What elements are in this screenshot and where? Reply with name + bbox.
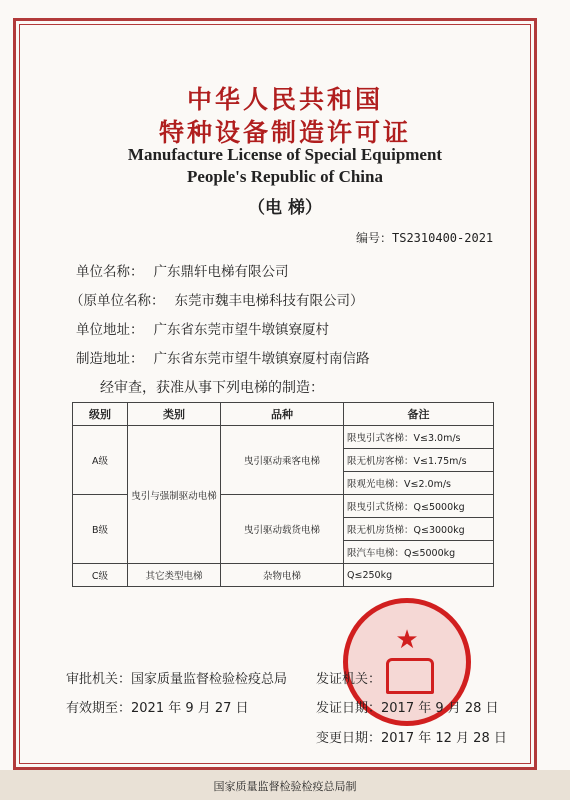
license-number: 编号：TS2310400-2021 — [356, 231, 494, 245]
mfg-address-row — [76, 347, 370, 367]
issuer-label: 发证机关： — [316, 672, 382, 687]
certificate-subtitle: （电 梯） — [248, 198, 322, 218]
variety-b-cell: 曳引驱动载货电梯 — [221, 495, 344, 564]
unit-address-row — [76, 318, 329, 338]
unit-address-label: 单位地址： — [76, 322, 144, 338]
table-header-row — [73, 403, 494, 426]
approval-row — [66, 668, 287, 687]
unit-name-row — [76, 260, 289, 280]
seal-star-icon: ★ — [395, 625, 419, 655]
issue-date-label: 发证日期： — [316, 701, 382, 716]
mfg-address-value: 广东省东莞市望牛墩镇寮厦村南信路 — [153, 351, 370, 367]
note-a2: 限无机房客梯：V≤1.75m/s — [344, 449, 494, 472]
title-cn-line2: 特种设备制造许可证 — [158, 118, 411, 147]
validity-row — [66, 697, 249, 716]
table-row — [73, 564, 494, 587]
former-name-value: 东莞市魏丰电梯科技有限公司） — [174, 293, 364, 309]
validity-label: 有效期至： — [66, 701, 132, 716]
seal-emblem — [386, 658, 434, 694]
title-en-line1: Manufacture License of Special Equipment — [127, 145, 443, 164]
scope-statement: 经审查，获准从事下列电梯的制造： — [100, 380, 324, 396]
variety-a-cell: 曳引驱动乘客电梯 — [221, 426, 344, 495]
category-ab-cell: 曳引与强制驱动电梯 — [128, 426, 221, 564]
approval-org: 国家质量监督检验检疫总局 — [131, 672, 288, 687]
unit-address-value: 广东省东莞市望牛墩镇寮厦村 — [153, 322, 329, 338]
validity-date: 2021 年 9 月 27 日 — [131, 701, 249, 716]
category-c-cell: 其它类型电梯 — [128, 564, 221, 587]
former-name-label: （原单位名称： — [70, 293, 165, 309]
issue-date: 2017 年 9 月 28 日 — [381, 701, 499, 716]
unit-name-value: 广东鼎轩电梯有限公司 — [153, 264, 289, 280]
former-name-row — [70, 289, 364, 309]
issue-date-row — [316, 697, 499, 716]
scope-table — [72, 402, 494, 587]
note-a3: 限观光电梯：V≤2.0m/s — [344, 472, 494, 495]
variety-c-cell: 杂物电梯 — [221, 564, 344, 587]
issuing-authority-footer: 国家质量监督检验检疫总局制 — [213, 780, 357, 793]
header-category: 类别 — [128, 403, 221, 426]
approval-label: 审批机关： — [66, 672, 132, 687]
level-c-cell: C级 — [73, 564, 128, 587]
unit-name-label: 单位名称： — [76, 264, 144, 280]
change-date-label: 变更日期： — [316, 731, 382, 746]
note-c: Q≤250kg — [344, 564, 494, 587]
note-a1: 限曳引式客梯：V≤3.0m/s — [344, 426, 494, 449]
header-notes: 备注 — [344, 403, 494, 426]
mfg-address-label: 制造地址： — [76, 351, 144, 367]
title-en-line2: People's Republic of China — [187, 167, 383, 186]
header-variety: 品种 — [221, 403, 344, 426]
note-b2: 限无机房货梯：Q≤3000kg — [344, 518, 494, 541]
title-cn-line1: 中华人民共和国 — [186, 85, 383, 114]
level-b-cell: B级 — [73, 495, 128, 564]
note-b3: 限汽车电梯：Q≤5000kg — [344, 541, 494, 564]
level-a-cell: A级 — [73, 426, 128, 495]
header-level: 级别 — [73, 403, 128, 426]
note-b1: 限曳引式货梯：Q≤5000kg — [344, 495, 494, 518]
table-row — [73, 426, 494, 449]
change-date: 2017 年 12 月 28 日 — [381, 731, 507, 746]
change-date-row — [316, 727, 507, 746]
